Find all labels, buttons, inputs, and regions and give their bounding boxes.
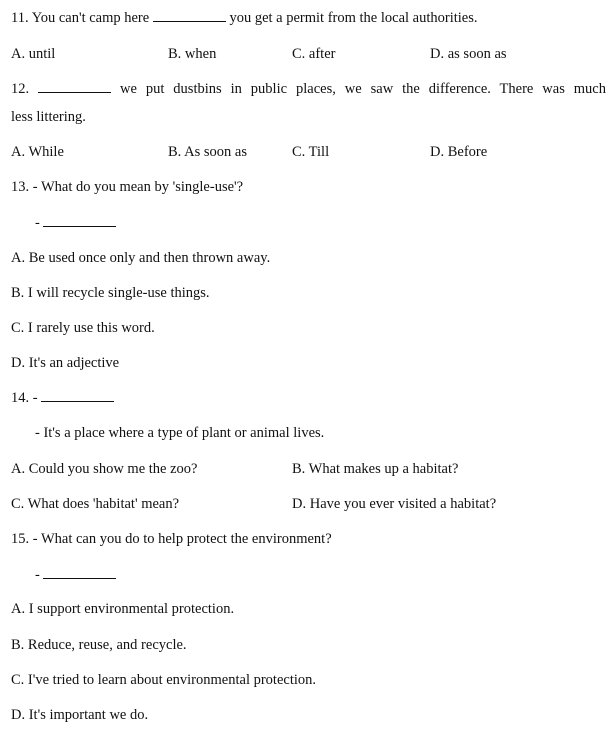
- question-text: you get a permit from the local authorities.: [229, 10, 478, 26]
- answer-blank: [153, 9, 226, 22]
- question-14-response: - It's a place where a type of plant or animal lives.: [35, 425, 325, 441]
- option-c: C. I've tried to learn about environmental protection.: [11, 672, 317, 688]
- answer-blank: [43, 214, 116, 227]
- question-text: - What do you mean by 'single-use'?: [32, 179, 244, 195]
- question-text: You can't camp here: [31, 10, 150, 26]
- option-d: D. Before: [430, 144, 488, 160]
- question-15-response: [35, 566, 116, 584]
- question-14-prompt: [11, 389, 114, 407]
- answer-blank: [43, 566, 116, 579]
- dash: -: [32, 390, 38, 406]
- question-number: 13.: [11, 179, 30, 195]
- option-c: C. after: [292, 46, 336, 62]
- question-number: 12.: [11, 81, 30, 97]
- dash: -: [35, 215, 40, 231]
- option-a: A. Be used once only and then thrown away.: [11, 250, 271, 266]
- option-b: B. when: [168, 46, 217, 62]
- question-11-stem: [11, 9, 478, 27]
- question-text: - What can you do to help protect the environment?: [32, 531, 332, 547]
- question-number: 14.: [11, 390, 30, 406]
- option-d: D. as soon as: [430, 46, 507, 62]
- question-12-stem-line1: [11, 80, 606, 98]
- option-a: A. Could you show me the zoo?: [11, 461, 198, 477]
- option-d: D. It's important we do.: [11, 707, 149, 723]
- question-15-prompt: [11, 530, 332, 548]
- option-a: A. I support environmental protection.: [11, 601, 235, 617]
- question-13-response: [35, 214, 116, 232]
- answer-blank: [38, 80, 111, 93]
- option-c: C. What does 'habitat' mean?: [11, 496, 180, 512]
- option-a: A. until: [11, 46, 56, 62]
- dash: -: [35, 567, 40, 583]
- option-a: A. While: [11, 144, 64, 160]
- option-c: C. I rarely use this word.: [11, 320, 155, 336]
- question-number: 11.: [11, 10, 29, 26]
- option-c: C. Till: [292, 144, 330, 160]
- option-d: D. Have you ever visited a habitat?: [292, 496, 497, 512]
- answer-blank: [41, 389, 114, 402]
- question-text: we put dustbins in public places, we saw the difference. There was much: [120, 81, 606, 97]
- option-b: B. As soon as: [168, 144, 247, 160]
- option-b: B. Reduce, reuse, and recycle.: [11, 637, 187, 653]
- question-13-prompt: [11, 178, 243, 196]
- question-12-stem-line2: less littering.: [11, 109, 86, 125]
- option-d: D. It's an adjective: [11, 355, 120, 371]
- question-number: 15.: [11, 531, 30, 547]
- option-b: B. What makes up a habitat?: [292, 461, 459, 477]
- option-b: B. I will recycle single-use things.: [11, 285, 210, 301]
